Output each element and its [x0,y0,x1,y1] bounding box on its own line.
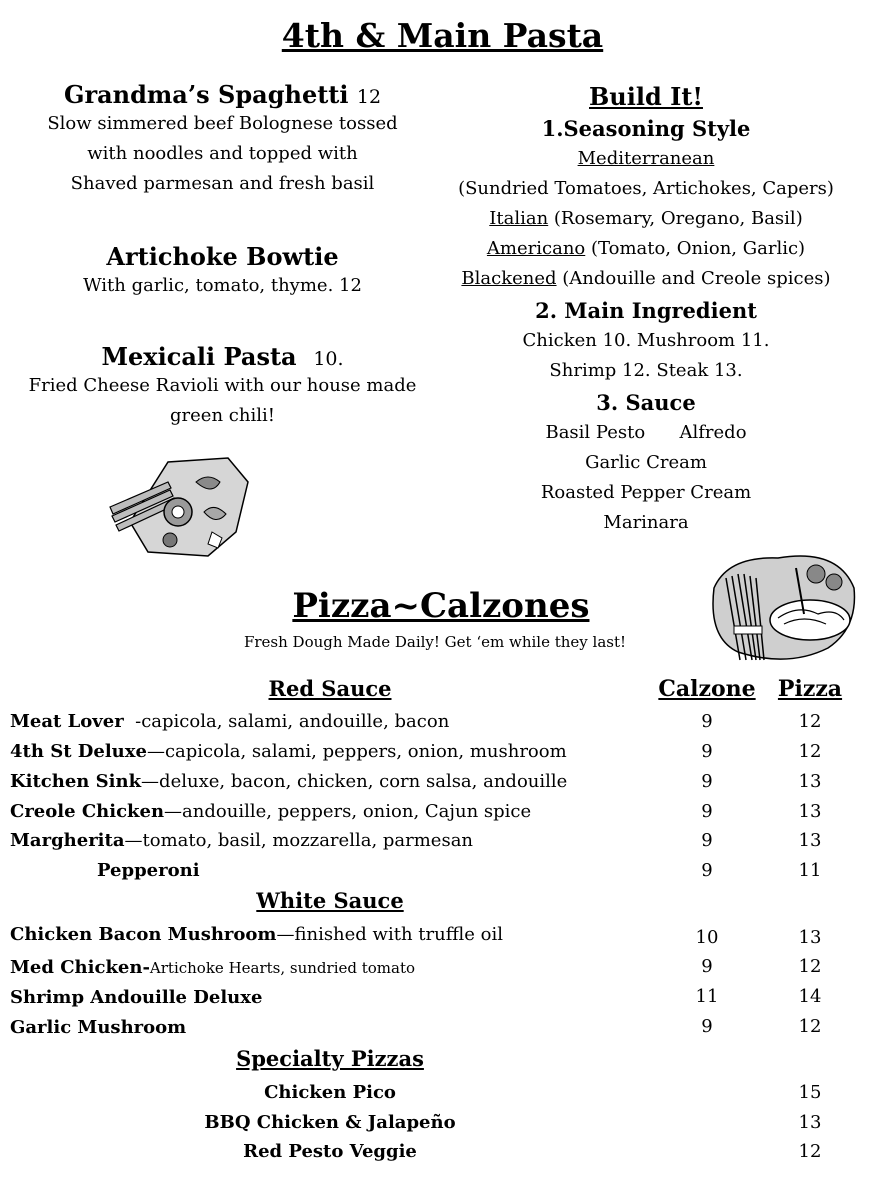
step-ingredient-heading: 2. Main Ingredient [535,298,757,323]
dish-desc-line: With garlic, tomato, thyme. 12 [83,275,362,296]
calzone-column-heading: Calzone [658,676,756,702]
menu-row-4th-st-deluxe: 4th St Deluxe—capicola, salami, peppers, onion, mushroom 9 12 [10,741,822,762]
specialty-pizzas-heading: Specialty Pizzas [236,1046,424,1071]
menu-row-shrimp-andouille-deluxe: Shrimp Andouille Deluxe 11 14 [10,986,822,1008]
page-title: 4th & Main Pasta [281,16,604,55]
pizza-section-title: Pizza~Calzones [292,586,590,626]
menu-row-med-chicken: Med Chicken-Artichoke Hearts, sundried tomato 9 12 [10,956,822,978]
dish-desc-line: green chili! [170,405,275,426]
pasta-board-illustration [108,452,256,562]
sauce-line: Marinara [603,512,689,533]
sauce-line: Roasted Pepper Cream [540,482,752,503]
menu-row-kitchen-sink: Kitchen Sink—deluxe, bacon, chicken, corn salsa, andouille 9 13 [10,771,822,792]
sauce-line: Basil Pesto Alfredo [545,422,747,443]
style-blackened-detail: (Andouille and Creole spices) [556,268,831,289]
menu-row-red-pesto-veggie: Red Pesto Veggie 12 [243,1141,822,1162]
dish-name: Artichoke Bowtie [106,242,339,271]
menu-row-creole-chicken: Creole Chicken—andouille, peppers, onion, Cajun spice 9 13 [10,801,822,822]
menu-row-meat-lover: Meat Lover -capicola, salami, andouille, bacon 9 12 [10,711,822,732]
white-sauce-heading: White Sauce [256,888,404,913]
ingredient-line: Chicken 10. Mushroom 11. [522,330,770,351]
build-title: Build It! [589,82,703,111]
style-blackened: Blackened [461,268,557,289]
ingredient-line: Shrimp 12. Steak 13. [549,360,743,381]
pizza-subtitle: Fresh Dough Made Daily! Get ‘em while they last! [243,633,627,651]
style-italian: Italian [489,208,549,229]
dish-name: Grandma’s Spaghetti [63,80,349,109]
dish-desc-line: Slow simmered beef Bolognese tossed [47,113,398,134]
menu-row-bbq-chicken-jalapeno: BBQ Chicken & Jalapeño 13 [204,1112,822,1133]
style-americano-detail: (Tomato, Onion, Garlic) [585,238,806,259]
build-it-section [436,80,856,538]
step-sauce-heading: 3. Sauce [596,390,696,415]
dish-grandmas-spaghetti [0,80,445,199]
style-italian-detail: (Rosemary, Oregano, Basil) [548,208,803,229]
dish-desc-line: with noodles and topped with [87,143,358,164]
menu-row-pepperoni: Pepperoni 9 11 [97,860,822,881]
dish-price: 10. [313,348,344,370]
dish-mexicali-pasta [0,342,445,431]
dish-price: 12 [356,86,382,108]
red-sauce-heading: Red Sauce [268,676,392,701]
dish-artichoke-bowtie [0,242,445,301]
style-mediterranean-detail: (Sundried Tomatoes, Artichokes, Capers) [458,178,834,199]
dish-name: Mexicali Pasta [101,342,297,371]
pizza-column-heading: Pizza [777,676,843,702]
menu-row-chicken-pico: Chicken Pico 15 [264,1082,822,1103]
sauce-line: Garlic Cream [585,452,707,473]
menu-row-margherita: Margherita—tomato, basil, mozzarella, parmesan 9 13 [10,830,822,851]
style-mediterranean: Mediterranean [577,148,715,169]
step-seasoning-heading: 1.Seasoning Style [541,116,751,141]
menu-row-chicken-bacon-mushroom: Chicken Bacon Mushroom—finished with truffle oil 10 13 [10,924,822,948]
style-americano: Americano [486,238,586,259]
dish-desc-line: Fried Cheese Ravioli with our house made [28,375,417,396]
menu-row-garlic-mushroom: Garlic Mushroom 9 12 [10,1016,822,1038]
dish-desc-line: Shaved parmesan and fresh basil [70,173,375,194]
